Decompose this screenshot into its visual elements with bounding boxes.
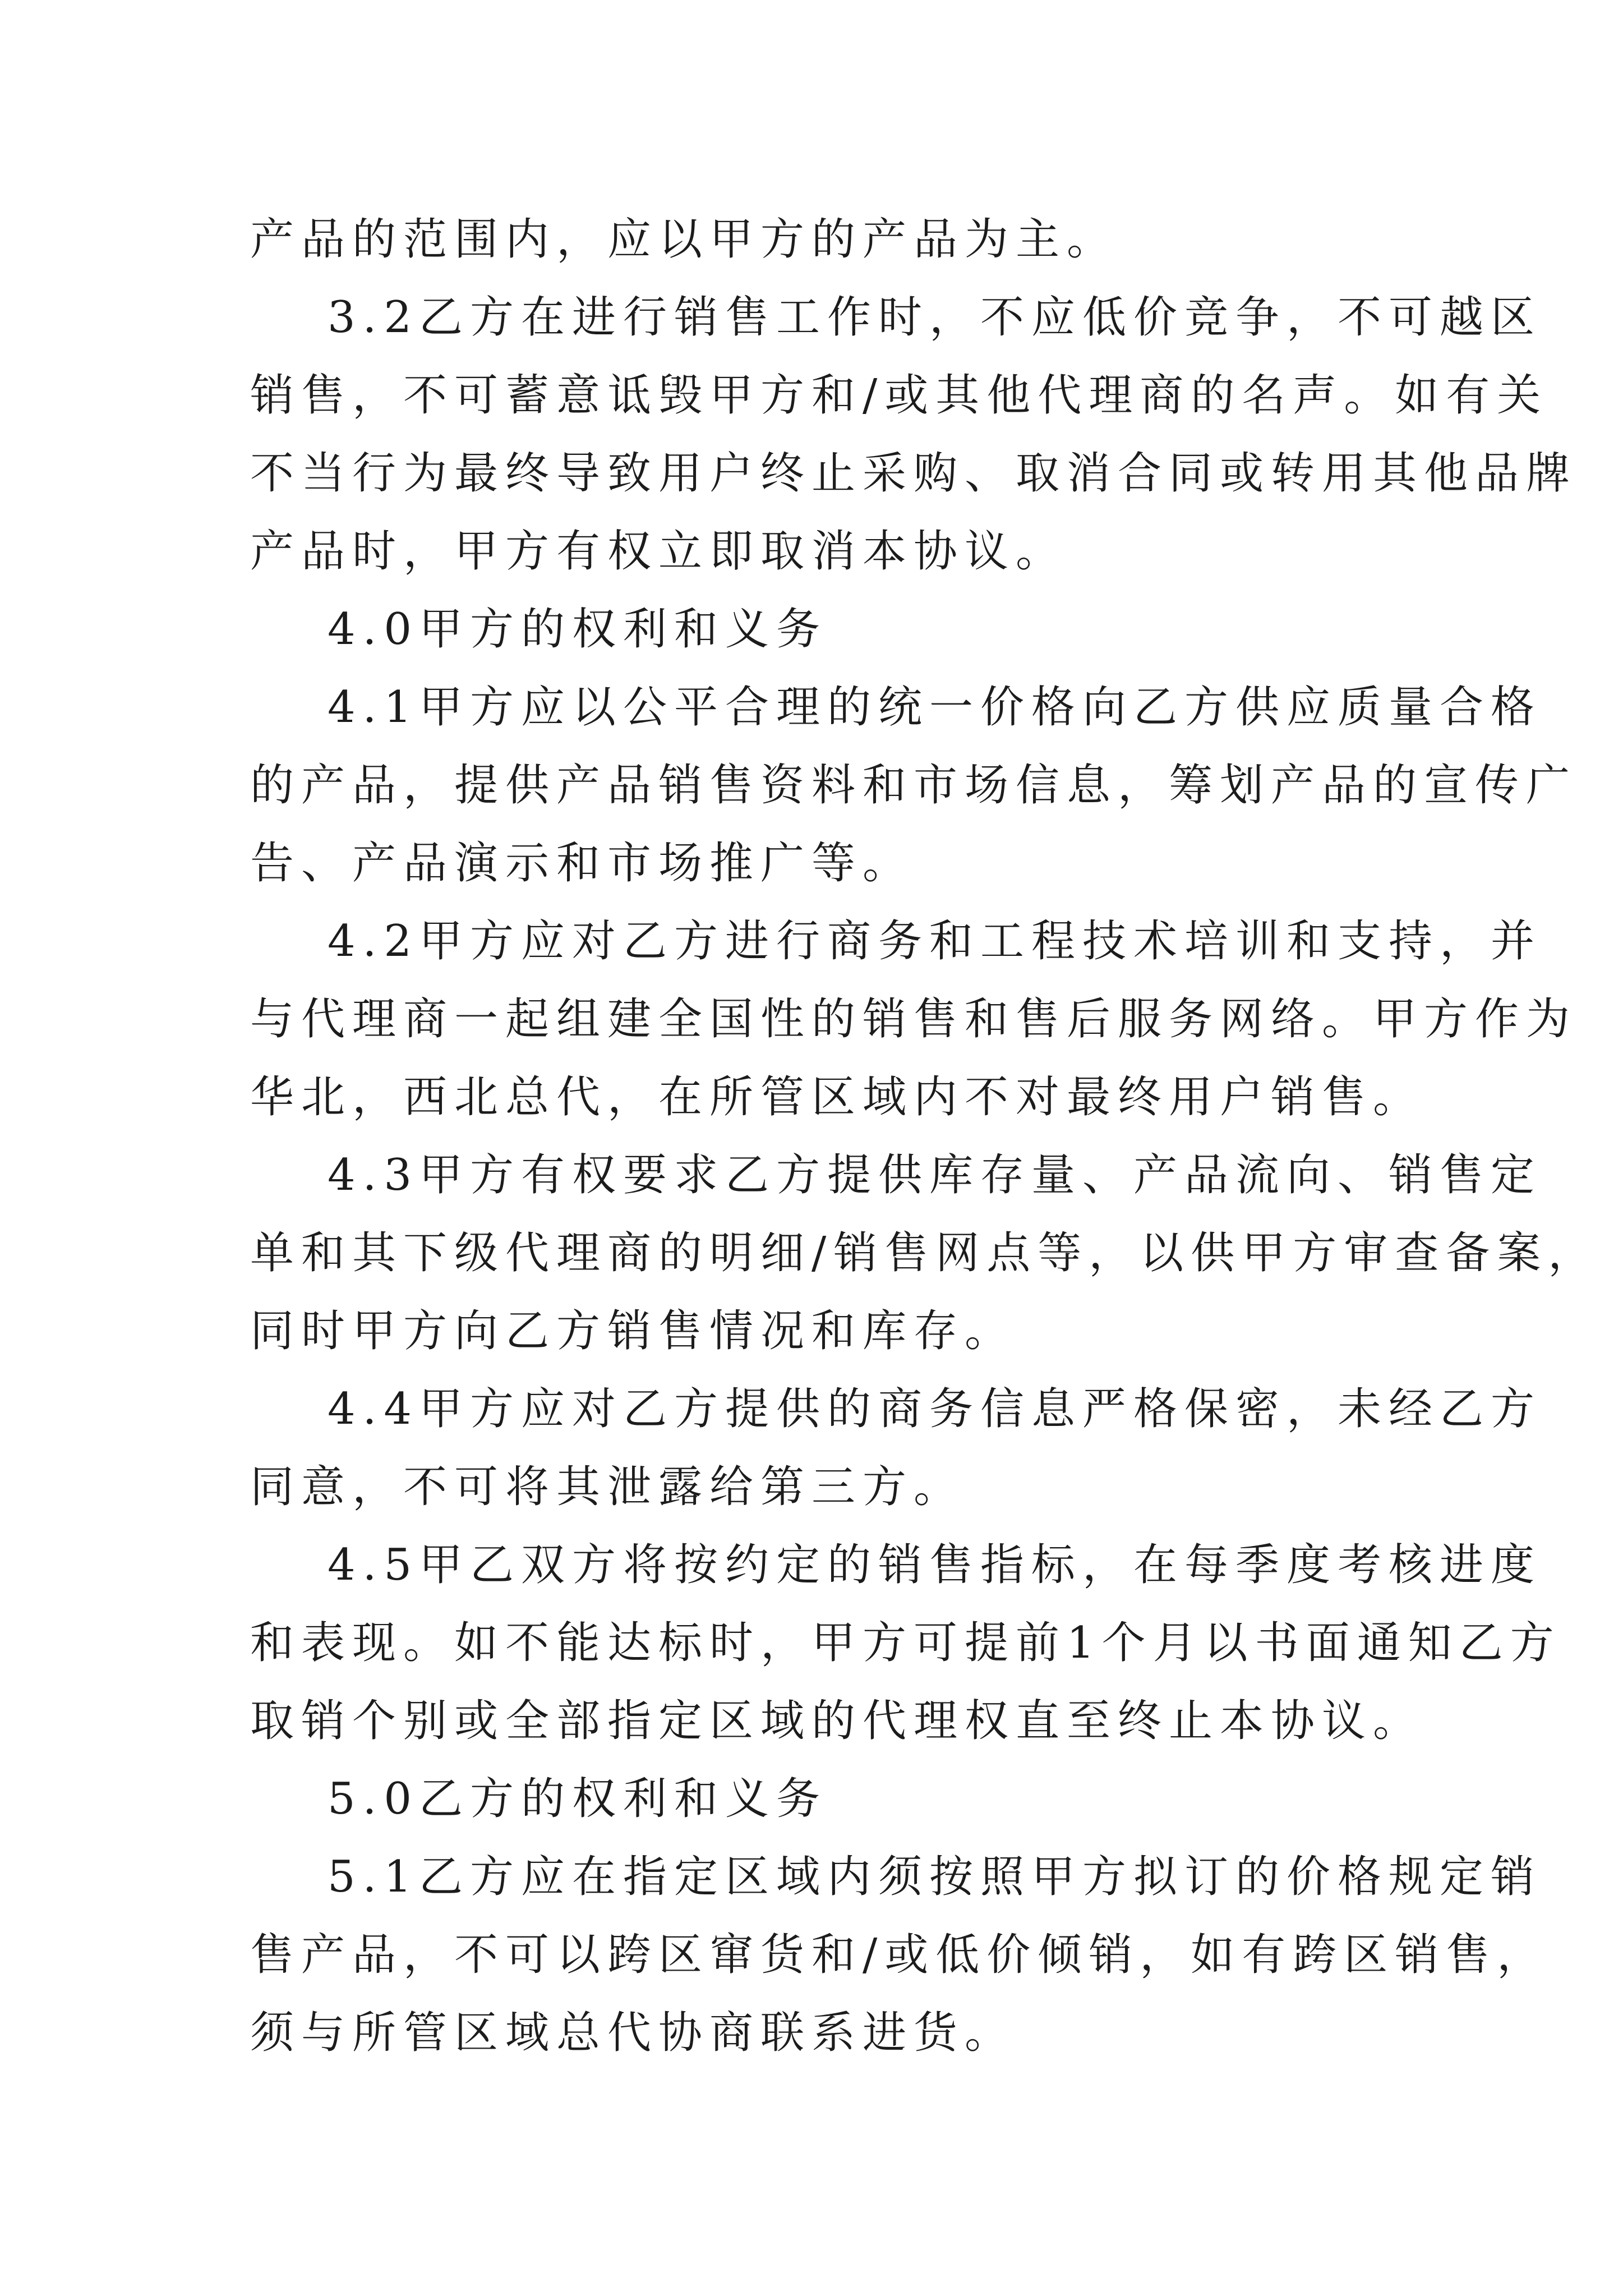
text-line: 须与所管区域总代协商联系进货。 [250,2008,1016,2058]
clause-3-2-line: 3.2乙方在进行销售工作时，不应低价竞争，不可越区 [328,292,1542,343]
text-line: 售产品，不可以跨区窜货和/或低价倾销，如有跨区销售， [250,1930,1548,1980]
text-line: 告、产品演示和市场推广等。 [250,838,914,889]
section-heading-5-0: 5.0乙方的权利和义务 [328,1774,828,1824]
text-line: 销售，不可蓄意诋毁甲方和/或其他代理商的名声。如有关 [250,370,1548,421]
clause-4-5-line: 4.5甲乙双方将按约定的销售指标，在每季度考核进度 [328,1540,1542,1590]
text-line: 产品时，甲方有权立即取消本协议。 [250,526,1067,577]
clause-4-4-line: 4.4甲方应对乙方提供的商务信息严格保密，未经乙方 [328,1384,1542,1434]
text-line: 和表现。如不能达标时，甲方可提前1个月以书面通知乙方 [250,1618,1561,1668]
clause-4-2-line: 4.2甲方应对乙方进行商务和工程技术培训和支持，并 [328,916,1542,967]
clause-4-3-line: 4.3甲方有权要求乙方提供库存量、产品流向、销售定 [328,1150,1542,1200]
section-heading-4-0: 4.0甲方的权利和义务 [328,604,828,655]
text-line: 单和其下级代理商的明细/销售网点等，以供甲方审查备案， [250,1228,1599,1278]
text-line: 同时甲方向乙方销售情况和库存。 [250,1306,1016,1356]
text-line: 与代理商一起组建全国性的销售和售后服务网络。甲方作为 [250,994,1578,1045]
clause-4-1-line: 4.1甲方应以公平合理的统一价格向乙方供应质量合格 [328,682,1542,733]
text-line: 产品的范围内，应以甲方的产品为主。 [250,214,1118,265]
clause-5-1-line: 5.1乙方应在指定区域内须按照甲方拟订的价格规定销 [328,1852,1542,1902]
text-line: 同意，不可将其泄露给第三方。 [250,1462,965,1512]
text-line: 的产品，提供产品销售资料和市场信息，筹划产品的宣传广 [250,760,1578,811]
text-line: 华北，西北总代，在所管区域内不对最终用户销售。 [250,1072,1424,1122]
text-line: 不当行为最终导致用户终止采购、取消合同或转用其他品牌 [250,448,1578,499]
text-line: 取销个别或全部指定区域的代理权直至终止本协议。 [250,1696,1424,1746]
